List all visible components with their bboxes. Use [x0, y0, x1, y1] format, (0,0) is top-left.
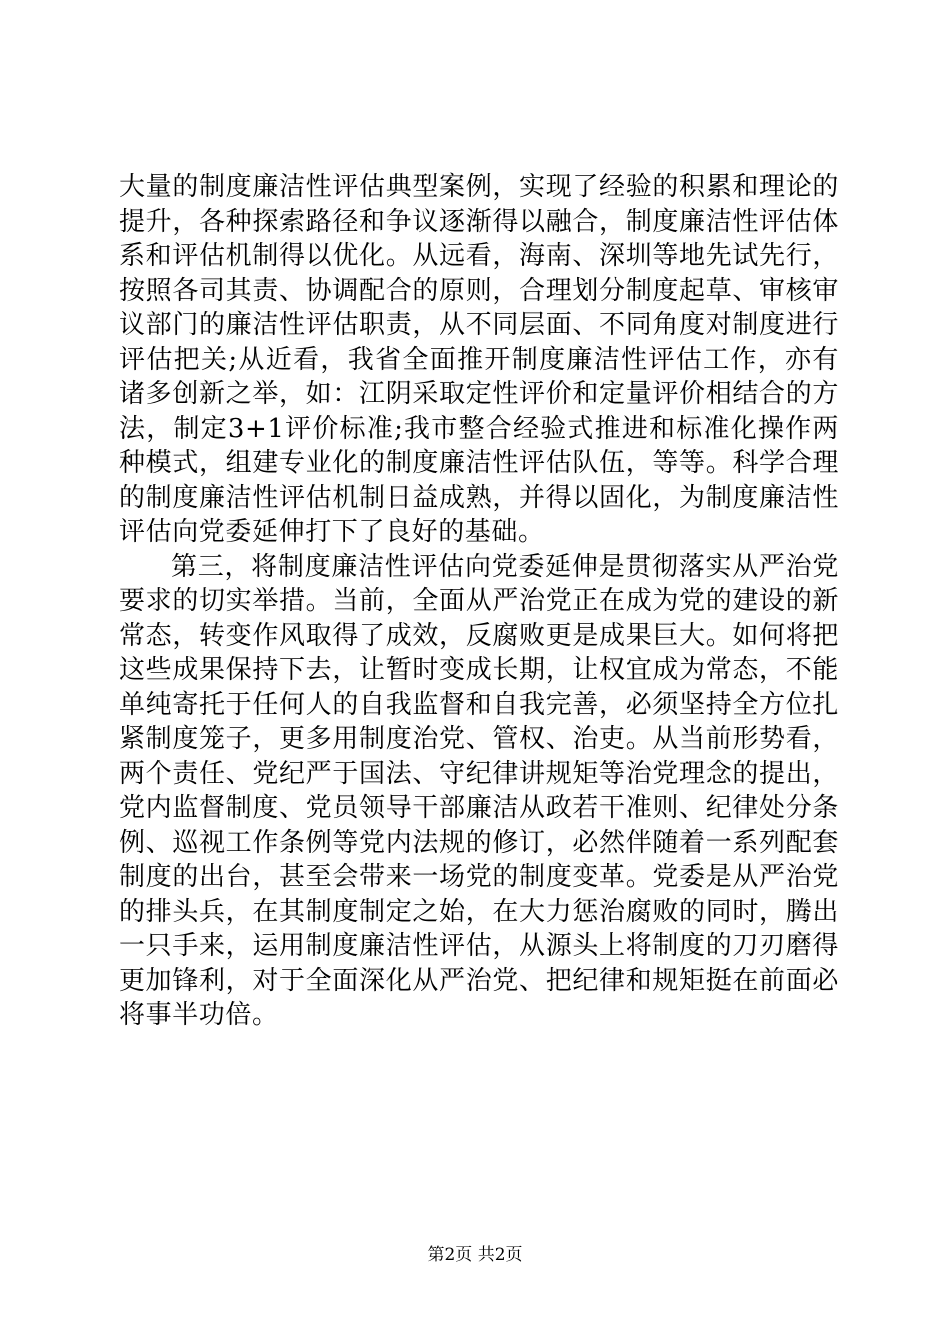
page-footer: 第2页 共2页 — [427, 1245, 523, 1265]
document-body — [119, 170, 839, 1033]
paragraph-2: 第三，将制度廉洁性评估向党委延伸是贯彻落实从严治党要求的切实举措。当前，全面从严治党正在成为党的建设的新常态，转变作风取得了成效，反腐败更是成果巨大。如何将把这些成果保持下去，让暂时变成长期，让权宜成为常态，不能单纯寄托于任何人的自我监督和自我完善，必须坚持全方位扎紧制度笼子，更多用制度治党、管权、治吏。从当前形势看，两个责任、党纪严于国法、守纪律讲规矩等治党理念的提出，党内监督制度、党员领导干部廉洁从政若干准则、纪律处分条例、巡视工作条例等党内法规的修订，必然伴随着一系列配套制度的出台，甚至会带来一场党的制度变革。党委是从严治党的排头兵，在其制度制定之始，在大力惩治腐败的同时，腾出一只手来，运用制度廉洁性评估，从源头上将制度的刀刃磨得更加锋利，对于全面深化从严治党、把纪律和规矩挺在前面必将事半功倍。 — [119, 551, 839, 1030]
paragraph-1: 大量的制度廉洁性评估典型案例，实现了经验的积累和理论的提升，各种探索路径和争议逐渐得以融合，制度廉洁性评估体系和评估机制得以优化。从远看，海南、深圳等地先试先行，按照各司其责、协调配合的原则，合理划分制度起草、审核审议部门的廉洁性评估职责，从不同层面、不同角度对制度进行评估把关;从近看，我省全面推开制度廉洁性评估工作，亦有诸多创新之举，如：江阴采取定性评价和定量评价相结合的方法，制定3+1评价标准;我市整合经验式推进和标准化操作两种模式，组建专业化的制度廉洁性评估队伍，等等。科学合理的制度廉洁性评估机制日益成熟，并得以固化，为制度廉洁性评估向党委延伸打下了良好的基础。 — [119, 172, 839, 547]
